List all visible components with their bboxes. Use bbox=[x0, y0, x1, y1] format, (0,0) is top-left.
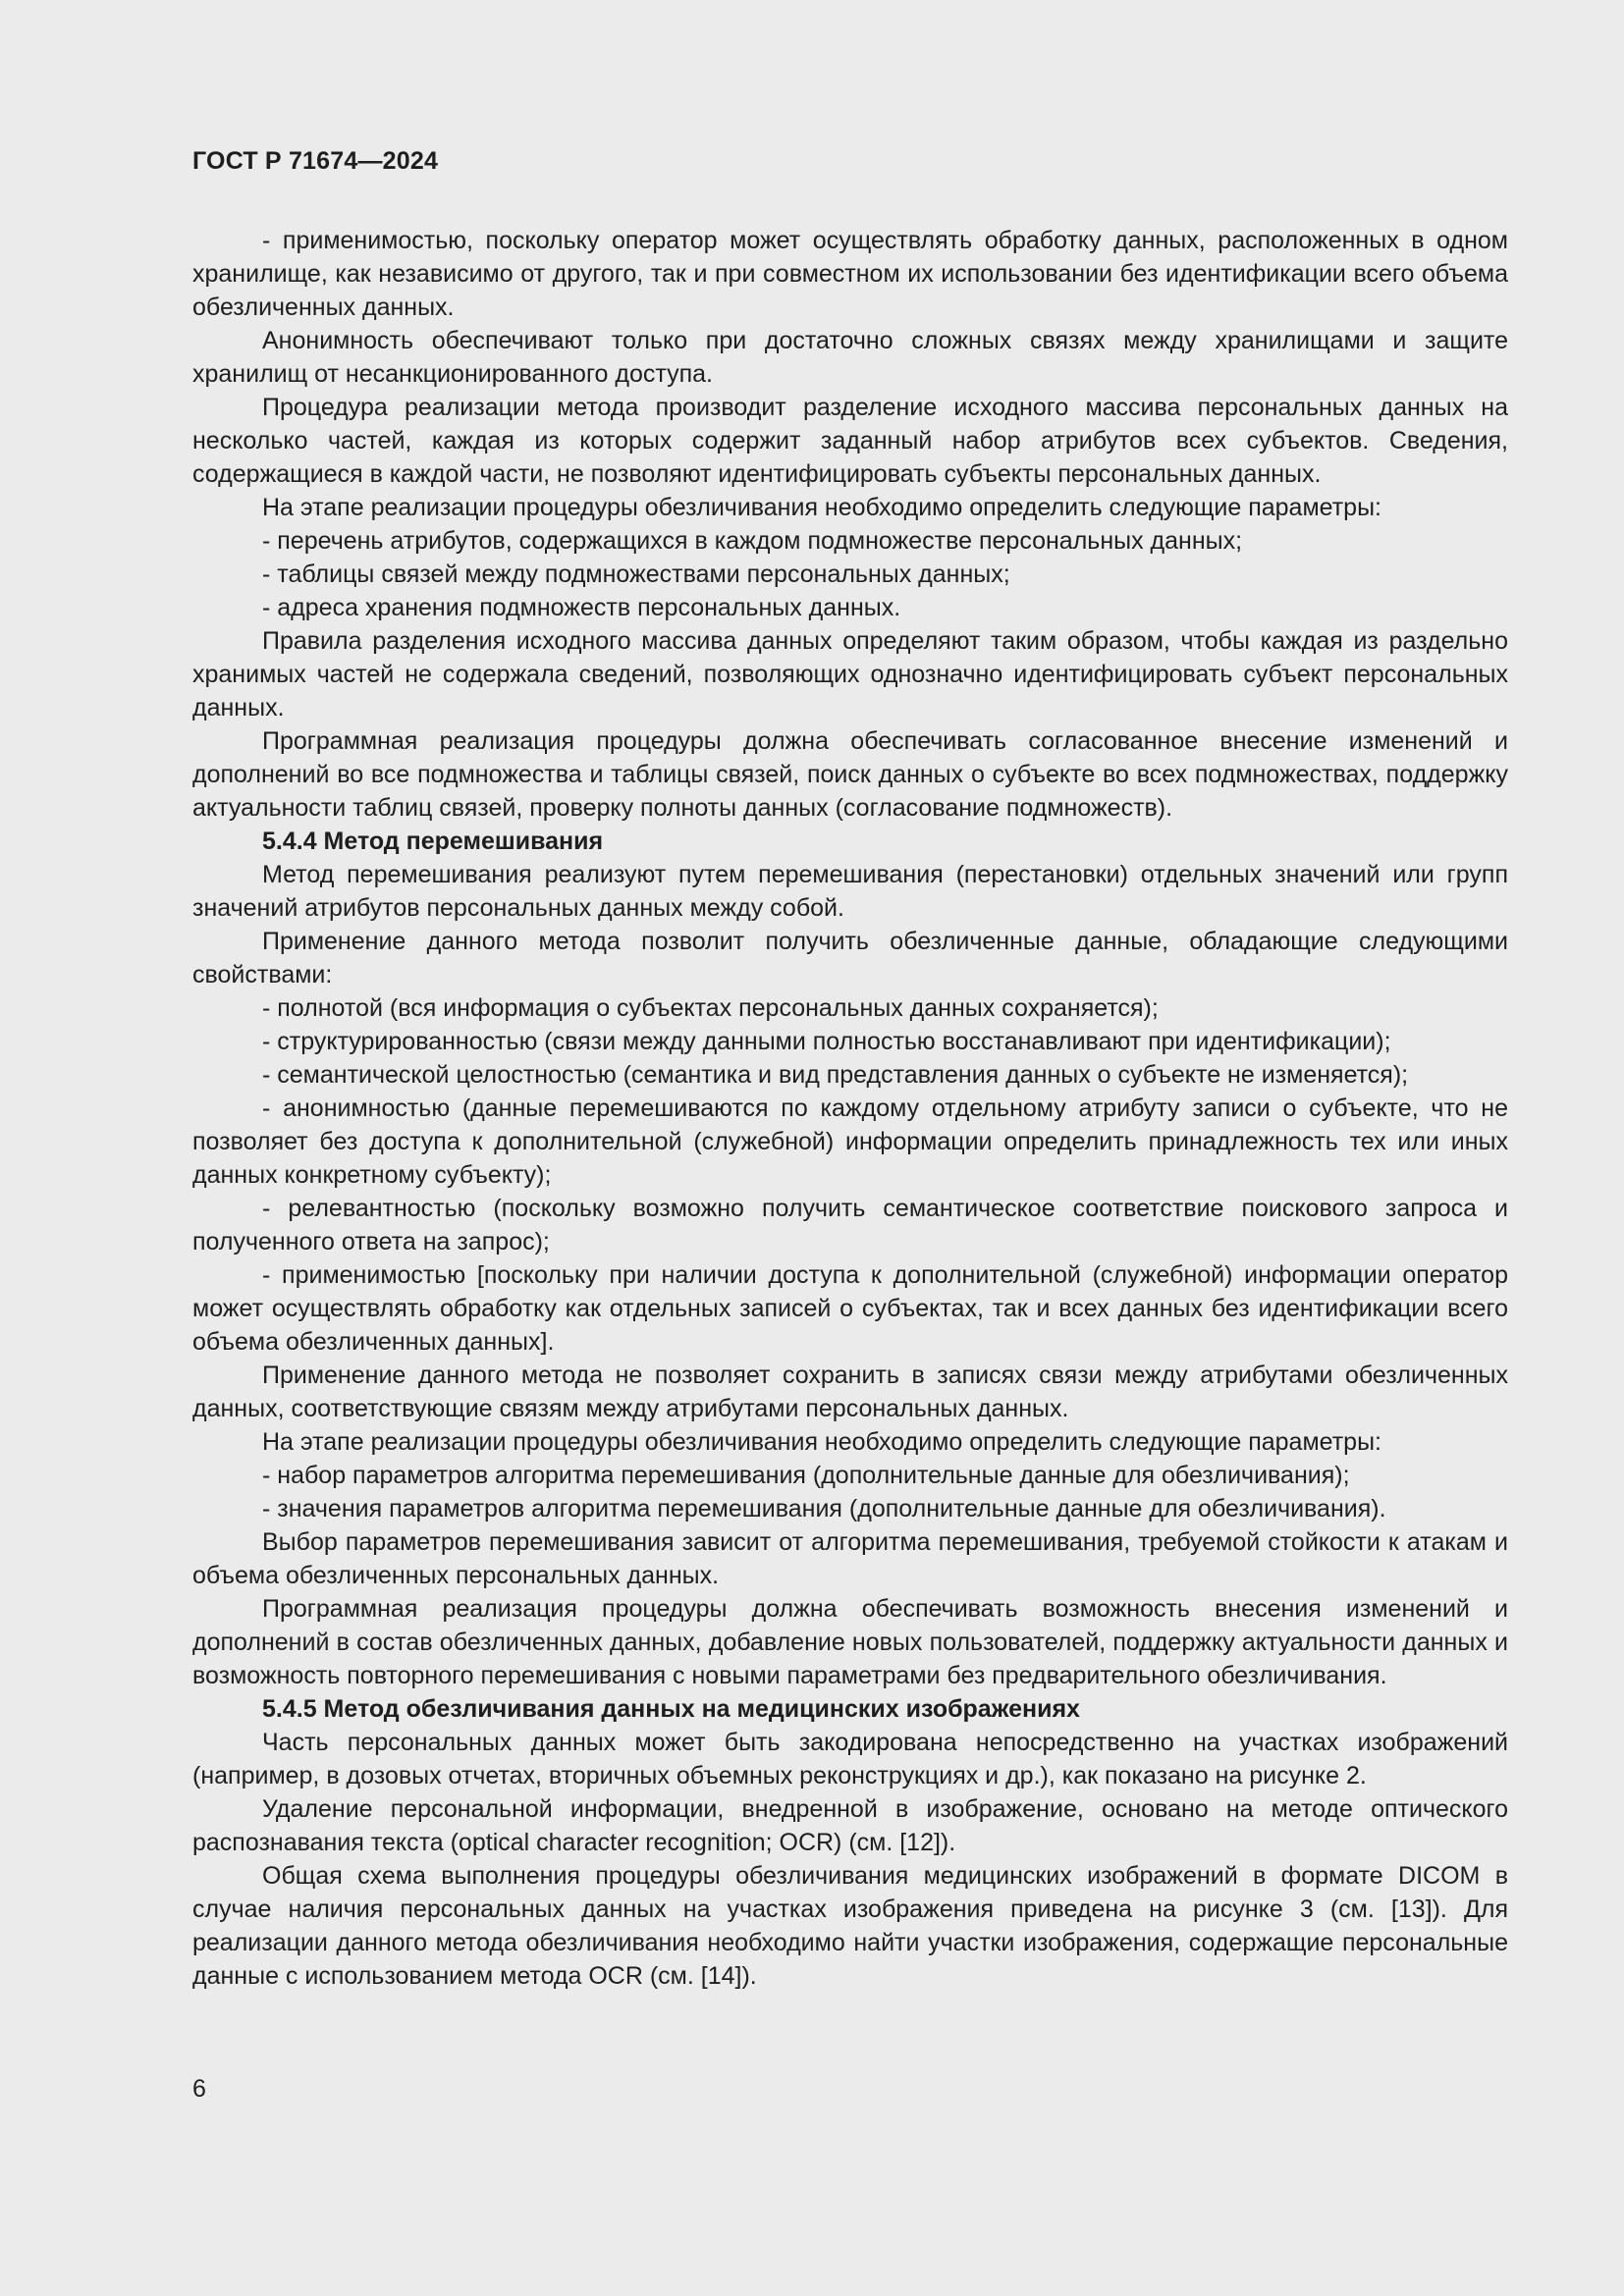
paragraph: - применимостью, поскольку оператор может осуществлять обработку данных, расположенных в одном хранилище, как независимо от другого, так и при совместном их использовании без идентификации всего объема обезличенных данных. bbox=[192, 227, 1508, 321]
paragraph: Метод перемешивания реализуют путем перемешивания (перестановки) отдельных значений или групп значений атрибутов персональных данных между собой. bbox=[192, 861, 1508, 922]
paragraph: Процедура реализации метода производит разделение исходного массива персональных данных на несколько частей, каждая из которых содержит заданный набор атрибутов всех субъектов. Сведения, содержащиеся в каждой части, не позволяют идентифицировать субъекты персональных данных. bbox=[192, 394, 1508, 488]
paragraph: - релевантностью (поскольку возможно получить семантическое соответствие поискового запроса и полученного ответа на запрос); bbox=[192, 1195, 1508, 1255]
paragraph: Программная реализация процедуры должна обеспечивать согласованное внесение изменений и дополнений во все подмножества и таблицы связей, поиск данных о субъекте во всех подмножествах, поддержку актуальности таблиц связей, проверку полноты данных (согласование подмножеств). bbox=[192, 727, 1508, 822]
paragraph: Общая схема выполнения процедуры обезличивания медицинских изображений в формате DICOM в случае наличия персональных данных на участках изображения приведена на рисунке 3 (см. [13]). Для реализации данного метода обезличивания необходимо найти участки изображения, содержащие персональные данные с использованием метода OCR (см. [14]). bbox=[192, 1862, 1508, 1990]
paragraph: Удаление персональной информации, внедренной в изображение, основано на методе оптического распознавания текста (optical character recognition; OCR) (см. [12]). bbox=[192, 1795, 1508, 1856]
paragraph: Применение данного метода не позволяет сохранить в записях связи между атрибутами обезличенных данных, соответствующие связям между атрибутами персональных данных. bbox=[192, 1362, 1508, 1422]
paragraph: Выбор параметров перемешивания зависит от алгоритма перемешивания, требуемой стойкости к атакам и объема обезличенных персональных данных. bbox=[192, 1528, 1508, 1589]
paragraph: - значения параметров алгоритма перемешивания (дополнительные данные для обезличивания). bbox=[262, 1495, 1386, 1522]
paragraph: Часть персональных данных может быть закодирована непосредственно на участках изображений (например, в дозовых отчетах, вторичных объемных реконструкциях и др.), как показано на рисунке 2. bbox=[192, 1729, 1508, 1789]
section-heading: 5.4.5 Метод обезличивания данных на медицинских изображениях bbox=[262, 1695, 1080, 1723]
document-body bbox=[192, 224, 1508, 1993]
paragraph: - анонимностью (данные перемешиваются по каждому отдельному атрибуту записи о субъекте, что не позволяет без доступа к дополнительной (служебной) информации определить принадлежность тех или иных данных конкретному субъекту); bbox=[192, 1095, 1508, 1189]
paragraph: - семантической целостностью (семантика и вид представления данных о субъекте не изменяется); bbox=[262, 1061, 1409, 1089]
paragraph: На этапе реализации процедуры обезличивания необходимо определить следующие параметры: bbox=[262, 1428, 1381, 1456]
paragraph: - структурированностью (связи между данными полностью восстанавливают при идентификации); bbox=[262, 1028, 1391, 1055]
paragraph: - набор параметров алгоритма перемешивания (дополнительные данные для обезличивания); bbox=[262, 1462, 1350, 1489]
paragraph: На этапе реализации процедуры обезличивания необходимо определить следующие параметры: bbox=[262, 494, 1381, 521]
paragraph: Правила разделения исходного массива данных определяют таким образом, чтобы каждая из раздельно хранимых частей не содержала сведений, позволяющих однозначно идентифицировать субъект персональных данных. bbox=[192, 627, 1508, 721]
paragraph: Программная реализация процедуры должна обеспечивать возможность внесения изменений и дополнений в состав обезличенных данных, добавление новых пользователей, поддержку актуальности данных и возможность повторного перемешивания с новыми параметрами без предварительного обезличивания. bbox=[192, 1595, 1508, 1689]
document-header: ГОСТ Р 71674—2024 bbox=[192, 147, 439, 175]
paragraph: Применение данного метода позволит получить обезличенные данные, обладающие следующими свойствами: bbox=[192, 928, 1508, 988]
section-heading: 5.4.4 Метод перемешивания bbox=[262, 828, 604, 855]
paragraph: - таблицы связей между подмножествами персональных данных; bbox=[262, 561, 1010, 588]
paragraph: - адреса хранения подмножеств персональных данных. bbox=[262, 594, 901, 621]
paragraph: - перечень атрибутов, содержащихся в каждом подмножестве персональных данных; bbox=[262, 527, 1243, 555]
page-number: 6 bbox=[192, 2075, 206, 2103]
paragraph: Анонимность обеспечивают только при достаточно сложных связях между хранилищами и защите хранилищ от несанкционированного доступа. bbox=[192, 327, 1508, 388]
paragraph: - применимостью [поскольку при наличии доступа к дополнительной (служебной) информации оператор может осуществлять обработку как отдельных записей о субъектах, так и всех данных без идентификации всего объема обезличенных данных]. bbox=[192, 1261, 1508, 1356]
paragraph: - полнотой (вся информация о субъектах персональных данных сохраняется); bbox=[262, 994, 1159, 1022]
